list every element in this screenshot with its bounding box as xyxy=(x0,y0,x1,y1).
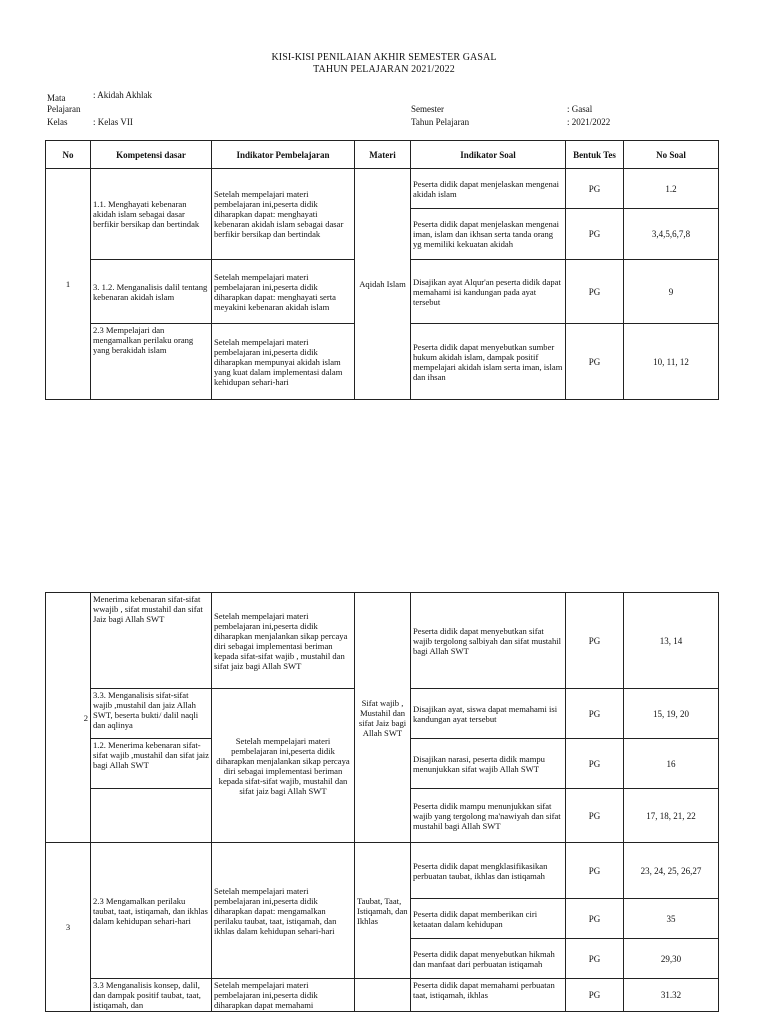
no-soal-cell: 16 xyxy=(624,739,719,789)
tahun-value: : 2021/2022 xyxy=(567,117,611,127)
header-bentuk-tes: Bentuk Tes xyxy=(566,141,624,169)
tahun-label: Tahun Pelajaran xyxy=(411,117,470,127)
no-soal-cell: 31.32 xyxy=(624,979,719,1012)
indikator-soal-cell: Peserta didik dapat menyebutkan hikmah dan manfaat dari perbuatan istiqamah xyxy=(411,939,566,979)
indikator-soal-cell: Peserta didik dapat memberikan ciri ketaatan dalam kehidupan xyxy=(411,899,566,939)
bentuk-tes-cell: PG xyxy=(566,593,624,689)
kompetensi-dasar-cell: Menerima kebenaran sifat-sifat wwajib , sifat mustahil dan sifat Jaiz bagi Allah SWT xyxy=(91,593,212,689)
header-no: No xyxy=(46,141,91,169)
bentuk-tes-cell: PG xyxy=(566,324,624,400)
header-kompetensi-dasar: Kompetensi dasar xyxy=(91,141,212,169)
no-soal-cell: 9 xyxy=(624,260,719,324)
kompetensi-dasar-cell: 3.3 Menganalisis konsep, dalil, dan dampak positif taubat, taat, istiqamah, dan xyxy=(91,979,212,1012)
bentuk-tes-cell: PG xyxy=(566,260,624,324)
no-soal-cell: 10, 11, 12 xyxy=(624,324,719,400)
kompetensi-dasar-cell: 2.3 Mempelajari dan mengamalkan perilaku orang yang berakidah islam xyxy=(91,324,212,400)
header-materi: Materi xyxy=(355,141,411,169)
materi-cell: Taubat, Taat, Istiqamah, dan Ikhlas xyxy=(355,843,411,979)
header-no-soal: No Soal xyxy=(624,141,719,169)
bentuk-tes-cell: PG xyxy=(566,689,624,739)
row-number: 1 xyxy=(46,169,91,400)
materi-cell: Aqidah Islam xyxy=(355,169,411,400)
materi-cell xyxy=(355,979,411,1012)
no-soal-cell: 35 xyxy=(624,899,719,939)
mapel-value: : Akidah Akhlak xyxy=(93,90,152,100)
no-soal-cell: 13, 14 xyxy=(624,593,719,689)
bentuk-tes-cell: PG xyxy=(566,979,624,1012)
empty-cell xyxy=(91,789,212,843)
indikator-soal-cell: Peserta didik dapat menyebutkan sifat wajib tergolong salbiyah dan sifat mustahil bagi Allah SWT xyxy=(411,593,566,689)
kelas-label: Kelas xyxy=(47,117,68,127)
bentuk-tes-cell: PG xyxy=(566,789,624,843)
no-soal-cell: 3,4,5,6,7,8 xyxy=(624,209,719,260)
semester-value: : Gasal xyxy=(567,104,593,114)
kompetensi-dasar-cell: 1.1. Menghayati kebenaran akidah islam sebagai dasar berfikir bersikap dan bertindak xyxy=(91,169,212,260)
header-indikator-pembelajaran: Indikator Pembelajaran xyxy=(212,141,355,169)
mapel-label-line1: Mata xyxy=(47,93,66,103)
bentuk-tes-cell: PG xyxy=(566,843,624,899)
no-soal-cell: 1.2 xyxy=(624,169,719,209)
no-soal-cell: 17, 18, 21, 22 xyxy=(624,789,719,843)
kompetensi-dasar-cell: 1.2. Menerima kebenaran sifat-sifat wajib ,mustahil dan sifat jaiz bagi Allah SWT xyxy=(91,739,212,789)
table-row xyxy=(46,169,719,209)
indikator-soal-cell: Peserta didik dapat menjelaskan mengenai akidah islam xyxy=(411,169,566,209)
indikator-soal-cell: Peserta didik mampu menunjukkan sifat wajib yang tergolong ma'nawiyah dan sifat mustahil bagi Allah SWT xyxy=(411,789,566,843)
no-soal-cell: 29,30 xyxy=(624,939,719,979)
indikator-pembelajaran-cell: Setelah mempelajari materi pembelajaran ini,peserta didik diharapkan mempunyai akidah islam yang kuat dalam implementasi dalam kehidupan sehari-hari xyxy=(212,324,355,400)
table-row xyxy=(46,593,719,689)
kompetensi-dasar-cell: 2.3 Mengamalkan perilaku taubat, taat, istiqamah, dan ikhlas dalam kehidupan sehari-hari xyxy=(91,843,212,979)
table-row xyxy=(46,979,719,1012)
indikator-soal-cell: Disajikan ayat, siswa dapat memahami isi kandungan ayat tersebut xyxy=(411,689,566,739)
bentuk-tes-cell: PG xyxy=(566,739,624,789)
document-title: KISI-KISI PENILAIAN AKHIR SEMESTER GASAL xyxy=(271,52,497,63)
row-number: 2 xyxy=(46,593,91,843)
mapel-label-line2: Pelajaran xyxy=(47,104,81,114)
kisi-table-2 xyxy=(45,592,719,1012)
no-soal-cell: 23, 24, 25, 26,27 xyxy=(624,843,719,899)
indikator-pembelajaran-cell: Setelah mempelajari materi pembelajaran ini,peserta didik diharapkan menjalankan sikap percaya diri sebagai implementasi beriman kepada sifat-sifat wajib, mustahil dan sifat jaiz bagi Allah SWT xyxy=(212,689,355,843)
kisi-table-1 xyxy=(45,140,719,400)
indikator-pembelajaran-cell: Setelah mempelajari materi pembelajaran ini,peserta didik diharapkan dapat memahami xyxy=(212,979,355,1012)
indikator-soal-cell: Disajikan ayat Alqur'an peserta didik dapat memahami isi kandungan pada ayat tersebut xyxy=(411,260,566,324)
indikator-pembelajaran-cell: Setelah mempelajari materi pembelajaran ini,peserta didik diharapkan dapat: menghayati kebenaran akidah islam sebagai dasar berfikir bersikap dan bertindak xyxy=(212,169,355,260)
header-indikator-soal: Indikator Soal xyxy=(411,141,566,169)
bentuk-tes-cell: PG xyxy=(566,169,624,209)
bentuk-tes-cell: PG xyxy=(566,899,624,939)
bentuk-tes-cell: PG xyxy=(566,939,624,979)
kompetensi-dasar-cell: 3.3. Menganalisis sifat-sifat wajib ,mustahil dan jaiz Allah SWT, beserta bukti/ dalil naqli dan aqlinya xyxy=(91,689,212,739)
document-subtitle: TAHUN PELAJARAN 2021/2022 xyxy=(313,64,455,75)
table-row xyxy=(46,843,719,899)
indikator-soal-cell: Peserta didik dapat menyebutkan sumber hukum akidah islam, dampak positif mempelajari akidah islam serta iman, islam dan ihsan xyxy=(411,324,566,400)
kelas-value: : Kelas VII xyxy=(93,117,133,127)
indikator-soal-cell: Disajikan narasi, peserta didik mampu menunjukkan sifat wajib Allah SWT xyxy=(411,739,566,789)
indikator-pembelajaran-cell: Setelah mempelajari materi pembelajaran ini,peserta didik diharapkan menjalankan sikap percaya diri sebagai implementasi beriman kepada sifat-sifat wajib , mustahil dan sifat jaiz bagi Allah SWT xyxy=(212,593,355,689)
semester-label: Semester xyxy=(411,104,444,114)
kompetensi-dasar-cell: 3. 1.2. Menganalisis dalil tentang kebenaran akidah islam xyxy=(91,260,212,324)
indikator-soal-cell: Peserta didik dapat menjelaskan mengenai iman, islam dan ikhsan serta tanda orang yg memiliki kekuatan akidah xyxy=(411,209,566,260)
indikator-pembelajaran-cell: Setelah mempelajari materi pembelajaran ini,peserta didik diharapkan dapat: menghayati serta meyakini kebenaran akidah islam xyxy=(212,260,355,324)
materi-cell: Sifat wajib , Mustahil dan sifat Jaiz bagi Allah SWT xyxy=(355,593,411,843)
bentuk-tes-cell: PG xyxy=(566,209,624,260)
indikator-soal-cell: Peserta didik dapat mengklasifikasikan perbuatan taubat, ikhlas dan istiqamah xyxy=(411,843,566,899)
indikator-soal-cell: Peserta didik dapat memahami perbuatan taat, istiqamah, ikhlas xyxy=(411,979,566,1012)
no-soal-cell: 15, 19, 20 xyxy=(624,689,719,739)
table-header-row xyxy=(46,141,719,169)
indikator-pembelajaran-cell: Setelah mempelajari materi pembelajaran ini,peserta didik diharapkan dapat: mengamalkan perilaku taubat, taat, istiqamah, dan ikhlas dalam kehidupan sehari-hari xyxy=(212,843,355,979)
row-number: 3 xyxy=(46,843,91,1012)
